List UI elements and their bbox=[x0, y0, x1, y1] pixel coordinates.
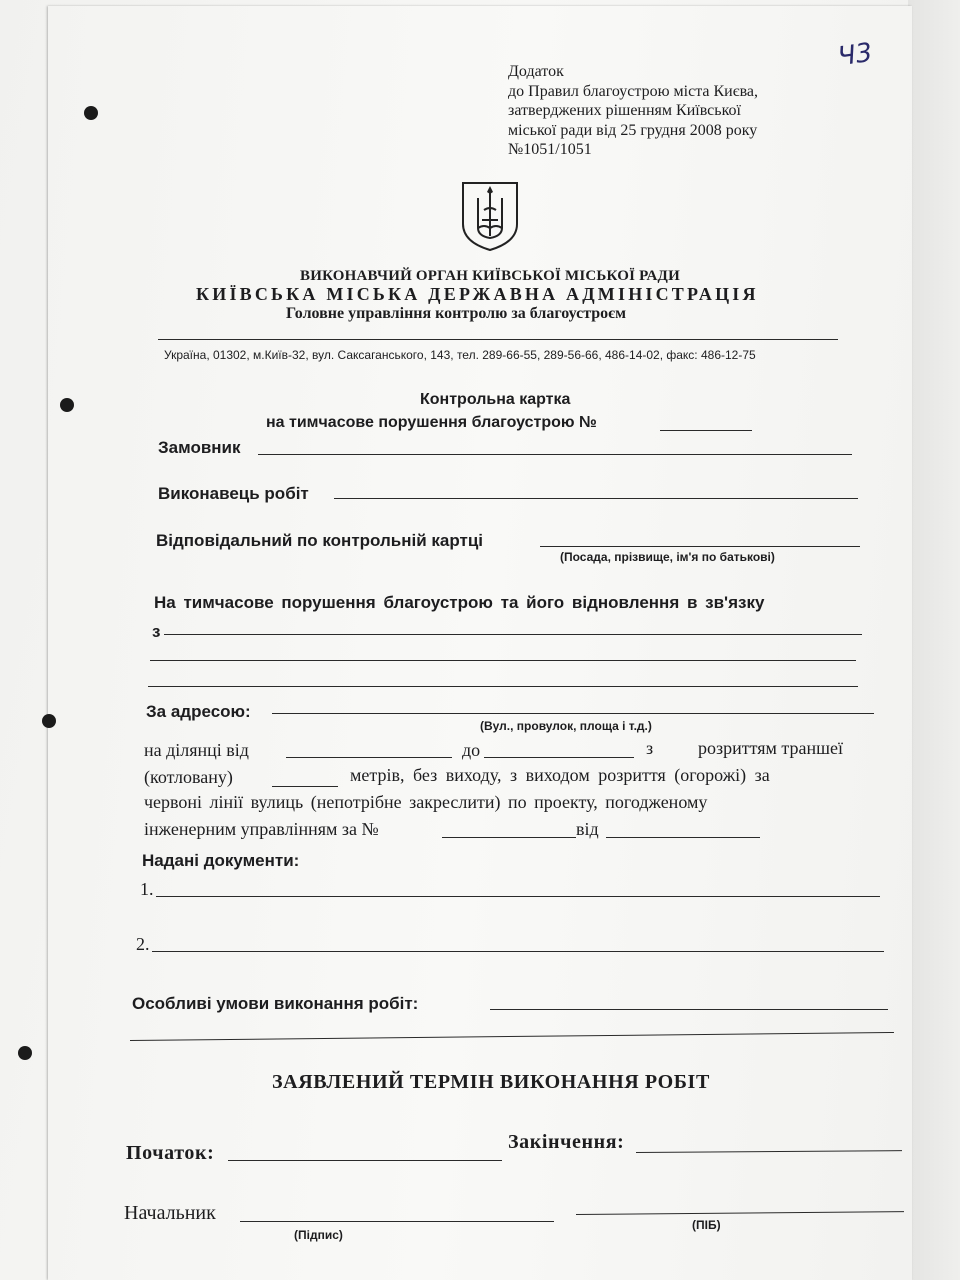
card-title: Контрольна картка bbox=[420, 391, 571, 408]
special-conditions-label: Особливі умови виконання робіт: bbox=[132, 994, 419, 1013]
reason-z: з bbox=[152, 622, 161, 641]
annex-line: міської ради від 25 грудня 2008 року bbox=[508, 121, 758, 139]
para-pit-label: (котловану) bbox=[144, 767, 233, 787]
full-name-hint: (ПІБ) bbox=[692, 1218, 721, 1232]
binder-hole bbox=[42, 714, 56, 728]
signature-hint: (Підпис) bbox=[294, 1228, 343, 1242]
underlying-page-edge bbox=[908, 0, 960, 1280]
coat-of-arms-icon bbox=[460, 180, 520, 252]
customer-label: Замовник bbox=[158, 438, 241, 457]
document-1-label: 1. bbox=[140, 879, 154, 899]
reason-field-line-1[interactable] bbox=[164, 634, 862, 635]
responsible-hint: (Посада, прізвище, ім'я по батькові) bbox=[560, 550, 775, 564]
para-from-label: на ділянці від bbox=[144, 740, 249, 760]
org-address: Україна, 01302, м.Київ-32, вул. Саксаганського, 143, тел. 289-66-55, 289-56-66, 486-14-02, факс: 486-12-75 bbox=[164, 348, 756, 362]
start-label: Початок: bbox=[126, 1142, 215, 1164]
signature-field[interactable] bbox=[240, 1221, 554, 1222]
para-trench-label: розриттям траншеї bbox=[698, 738, 843, 758]
org-line-1: ВИКОНАВЧИЙ ОРГАН КИЇВСЬКОЇ МІСЬКОЇ РАДИ bbox=[300, 268, 680, 284]
binder-hole bbox=[84, 106, 98, 120]
annex-line: до Правил благоустрою міста Києва, bbox=[508, 82, 759, 100]
org-line-2: КИЇВСЬКА МІСЬКА ДЕРЖАВНА АДМІНІСТРАЦІЯ bbox=[196, 284, 759, 304]
para-with-label: з bbox=[646, 738, 654, 758]
responsible-field[interactable] bbox=[540, 546, 860, 547]
para-to-label: до bbox=[462, 740, 481, 760]
special-conditions-field-1[interactable] bbox=[490, 1009, 888, 1010]
header-divider bbox=[158, 339, 838, 340]
annex-line: №1051/1051 bbox=[508, 141, 592, 158]
responsible-label: Відповідальний по контрольній картці bbox=[156, 531, 484, 550]
annex-block bbox=[508, 62, 758, 160]
documents-label: Надані документи: bbox=[142, 851, 300, 870]
section-from-field[interactable] bbox=[286, 757, 452, 758]
binder-hole bbox=[60, 398, 74, 412]
document-1-field[interactable] bbox=[156, 896, 880, 897]
reason-field-line-2[interactable] bbox=[150, 660, 856, 661]
para-date-label: від bbox=[576, 819, 599, 839]
reason-intro: На тимчасове порушення благоустрою та його відновлення в зв'язку bbox=[154, 593, 765, 612]
card-number-field[interactable] bbox=[660, 430, 752, 431]
handwritten-mark: Ч3 bbox=[836, 37, 875, 73]
chief-label: Начальник bbox=[124, 1202, 216, 1224]
document-2-label: 2. bbox=[136, 934, 150, 954]
contractor-field[interactable] bbox=[334, 498, 858, 499]
address-field[interactable] bbox=[272, 713, 874, 714]
reason-field-line-3[interactable] bbox=[148, 686, 858, 687]
document-2-field[interactable] bbox=[152, 951, 884, 952]
card-subtitle: на тимчасове порушення благоустрою № bbox=[266, 414, 597, 431]
para-approval-label: інженерним управлінням за № bbox=[144, 819, 379, 839]
term-heading: ЗАЯВЛЕНИЙ ТЕРМІН ВИКОНАННЯ РОБІТ bbox=[272, 1071, 710, 1093]
annex-line: затверджених рішенням Київської bbox=[508, 102, 741, 119]
customer-field[interactable] bbox=[258, 454, 852, 455]
para-meters-text: метрів, без виходу, з виходом розриття (огорожі) за bbox=[350, 765, 770, 785]
org-line-3: Головне управління контролю за благоустроєм bbox=[286, 305, 626, 322]
binder-hole bbox=[18, 1046, 32, 1060]
approval-number-field[interactable] bbox=[442, 837, 576, 838]
meters-field[interactable] bbox=[272, 786, 338, 787]
contractor-label: Виконавець робіт bbox=[158, 484, 309, 503]
end-label: Закінчення: bbox=[508, 1131, 625, 1153]
start-date-field[interactable] bbox=[228, 1160, 502, 1161]
annex-line: Додаток bbox=[508, 63, 564, 80]
address-label: За адресою: bbox=[146, 702, 251, 721]
address-hint: (Вул., провулок, площа і т.д.) bbox=[480, 719, 652, 733]
para-red-lines-text: червоні лінії вулиць (непотрібне закреслити) по проекту, погодженому bbox=[144, 792, 708, 812]
section-to-field[interactable] bbox=[484, 757, 634, 758]
approval-date-field[interactable] bbox=[606, 837, 760, 838]
